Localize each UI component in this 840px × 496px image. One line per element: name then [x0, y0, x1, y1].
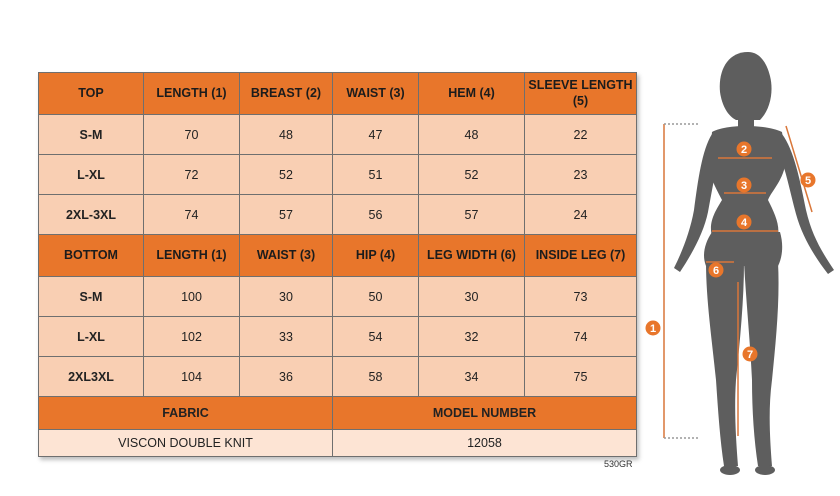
header-cell: LENGTH (1)	[144, 235, 240, 277]
table-cell: 48	[240, 115, 333, 155]
header-cell: BOTTOM	[39, 235, 144, 277]
header-cell: TOP	[39, 73, 144, 115]
size-label: L-XL	[39, 317, 144, 357]
table-cell: 33	[240, 317, 333, 357]
header-cell: HEM (4)	[419, 73, 525, 115]
size-label: 2XL3XL	[39, 357, 144, 397]
model-number-value: 12058	[333, 430, 637, 457]
header-cell: HIP (4)	[333, 235, 419, 277]
size-chart-table	[38, 72, 637, 457]
table-cell: 23	[525, 155, 637, 195]
table-cell: 48	[419, 115, 525, 155]
marker-7-label: 7	[746, 349, 754, 361]
fabric-value: VISCON DOUBLE KNIT	[39, 430, 333, 457]
table-cell: 36	[240, 357, 333, 397]
table-cell: 100	[144, 277, 240, 317]
footer-header-row	[39, 397, 637, 430]
table-cell: 50	[333, 277, 419, 317]
marker-1-label: 1	[649, 323, 657, 335]
table-cell: 57	[419, 195, 525, 235]
size-label: S-M	[39, 277, 144, 317]
table-cell: 47	[333, 115, 419, 155]
table-cell: 74	[525, 317, 637, 357]
size-label: 2XL-3XL	[39, 195, 144, 235]
table-cell: 52	[240, 155, 333, 195]
table-cell: 73	[525, 277, 637, 317]
marker-4-label: 4	[740, 217, 748, 229]
table-row	[39, 277, 637, 317]
table-row	[39, 115, 637, 155]
marker-2-label: 2	[740, 144, 748, 156]
table-cell: 34	[419, 357, 525, 397]
table-cell: 75	[525, 357, 637, 397]
table-cell: 54	[333, 317, 419, 357]
header-cell: SLEEVE LENGTH (5)	[525, 73, 637, 115]
header-cell: WAIST (3)	[333, 73, 419, 115]
marker-5-label: 5	[804, 175, 812, 187]
image-code: 530GR	[604, 459, 633, 469]
table-row	[39, 317, 637, 357]
table-cell: 30	[419, 277, 525, 317]
header-cell: BREAST (2)	[240, 73, 333, 115]
table-cell: 30	[240, 277, 333, 317]
table-cell: 58	[333, 357, 419, 397]
table-cell: 104	[144, 357, 240, 397]
table-cell: 56	[333, 195, 419, 235]
model-number-label: MODEL NUMBER	[333, 397, 637, 430]
header-cell: INSIDE LEG (7)	[525, 235, 637, 277]
body-measurement-figure	[640, 40, 840, 490]
table-cell: 32	[419, 317, 525, 357]
marker-6-label: 6	[712, 265, 720, 277]
table-cell: 72	[144, 155, 240, 195]
silhouette	[674, 52, 834, 475]
footer-value-row	[39, 430, 637, 457]
fabric-label: FABRIC	[39, 397, 333, 430]
size-label: L-XL	[39, 155, 144, 195]
table-cell: 52	[419, 155, 525, 195]
table-row	[39, 155, 637, 195]
table-row	[39, 195, 637, 235]
table-cell: 70	[144, 115, 240, 155]
table-cell: 57	[240, 195, 333, 235]
bottom-header-row	[39, 235, 637, 277]
table-cell: 22	[525, 115, 637, 155]
table-cell: 51	[333, 155, 419, 195]
table-row	[39, 357, 637, 397]
top-header-row	[39, 73, 637, 115]
table-cell: 102	[144, 317, 240, 357]
size-label: S-M	[39, 115, 144, 155]
header-cell: WAIST (3)	[240, 235, 333, 277]
marker-3-label: 3	[740, 180, 748, 192]
table-cell: 24	[525, 195, 637, 235]
table-cell: 74	[144, 195, 240, 235]
header-cell: LEG WIDTH (6)	[419, 235, 525, 277]
header-cell: LENGTH (1)	[144, 73, 240, 115]
